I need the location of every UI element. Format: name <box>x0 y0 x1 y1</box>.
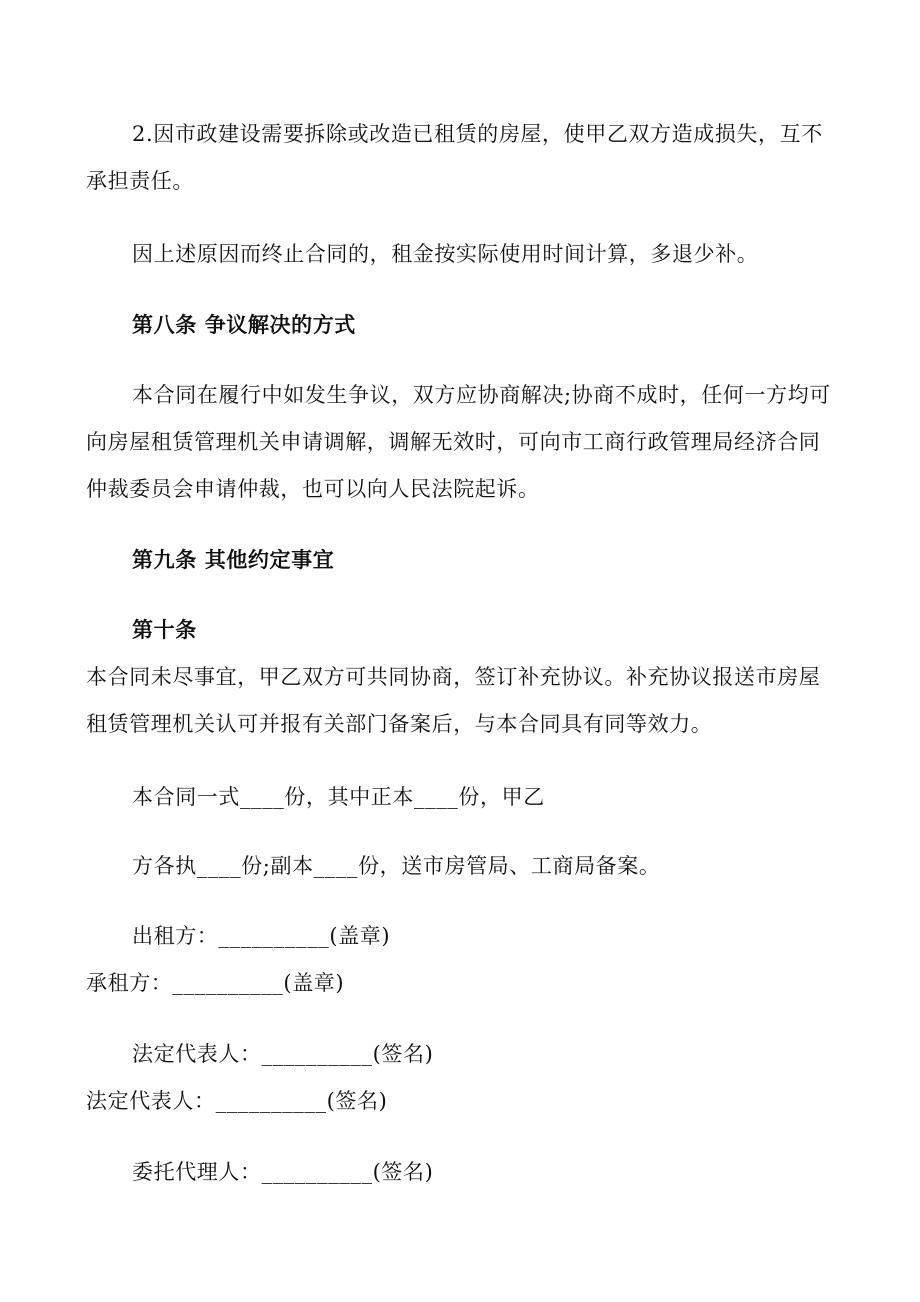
lessor-signature-line: 出租方：__________(盖章) <box>132 924 391 948</box>
article-10-line-2: 租赁管理机关认可并报有关部门备案后，与本合同具有同等效力。 <box>86 712 713 736</box>
lessor-legal-rep-line: 法定代表人：__________(签名) <box>132 1042 434 1066</box>
lessee-signature-line: 承租方：__________(盖章) <box>86 971 345 995</box>
article-8-heading: 第八条 争议解决的方式 <box>132 312 356 337</box>
clause-7-item-2-line-2: 承担责任。 <box>86 169 194 193</box>
article-8-line-3: 仲裁委员会申请仲裁，也可以向人民法院起诉。 <box>86 477 540 501</box>
article-8-line-2: 向房屋租赁管理机关申请调解，调解无效时，可向市工商行政管理局经济合同 <box>86 430 821 454</box>
article-9-heading: 第九条 其他约定事宜 <box>132 547 335 572</box>
authorized-agent-line: 委托代理人：__________(签名) <box>132 1160 434 1184</box>
copies-line-1: 本合同一式____份，其中正本____份，甲乙 <box>132 785 545 809</box>
article-8-line-1: 本合同在履行中如发生争议，双方应协商解决;协商不成时，任何一方均可 <box>132 383 831 407</box>
clause-7-item-2-line-1: 2.因市政建设需要拆除或改造已租赁的房屋，使甲乙双方造成损失，互不 <box>132 122 823 146</box>
copies-line-2: 方各执____份;副本____份，送市房管局、工商局备案。 <box>132 854 661 878</box>
article-10-heading: 第十条 <box>132 617 197 642</box>
lessee-legal-rep-line: 法定代表人：__________(签名) <box>86 1089 388 1113</box>
termination-rent-paragraph: 因上述原因而终止合同的，租金按实际使用时间计算，多退少补。 <box>132 242 759 266</box>
article-10-line-1: 本合同未尽事宜，甲乙双方可共同协商，签订补充协议。补充协议报送市房屋 <box>86 665 821 689</box>
